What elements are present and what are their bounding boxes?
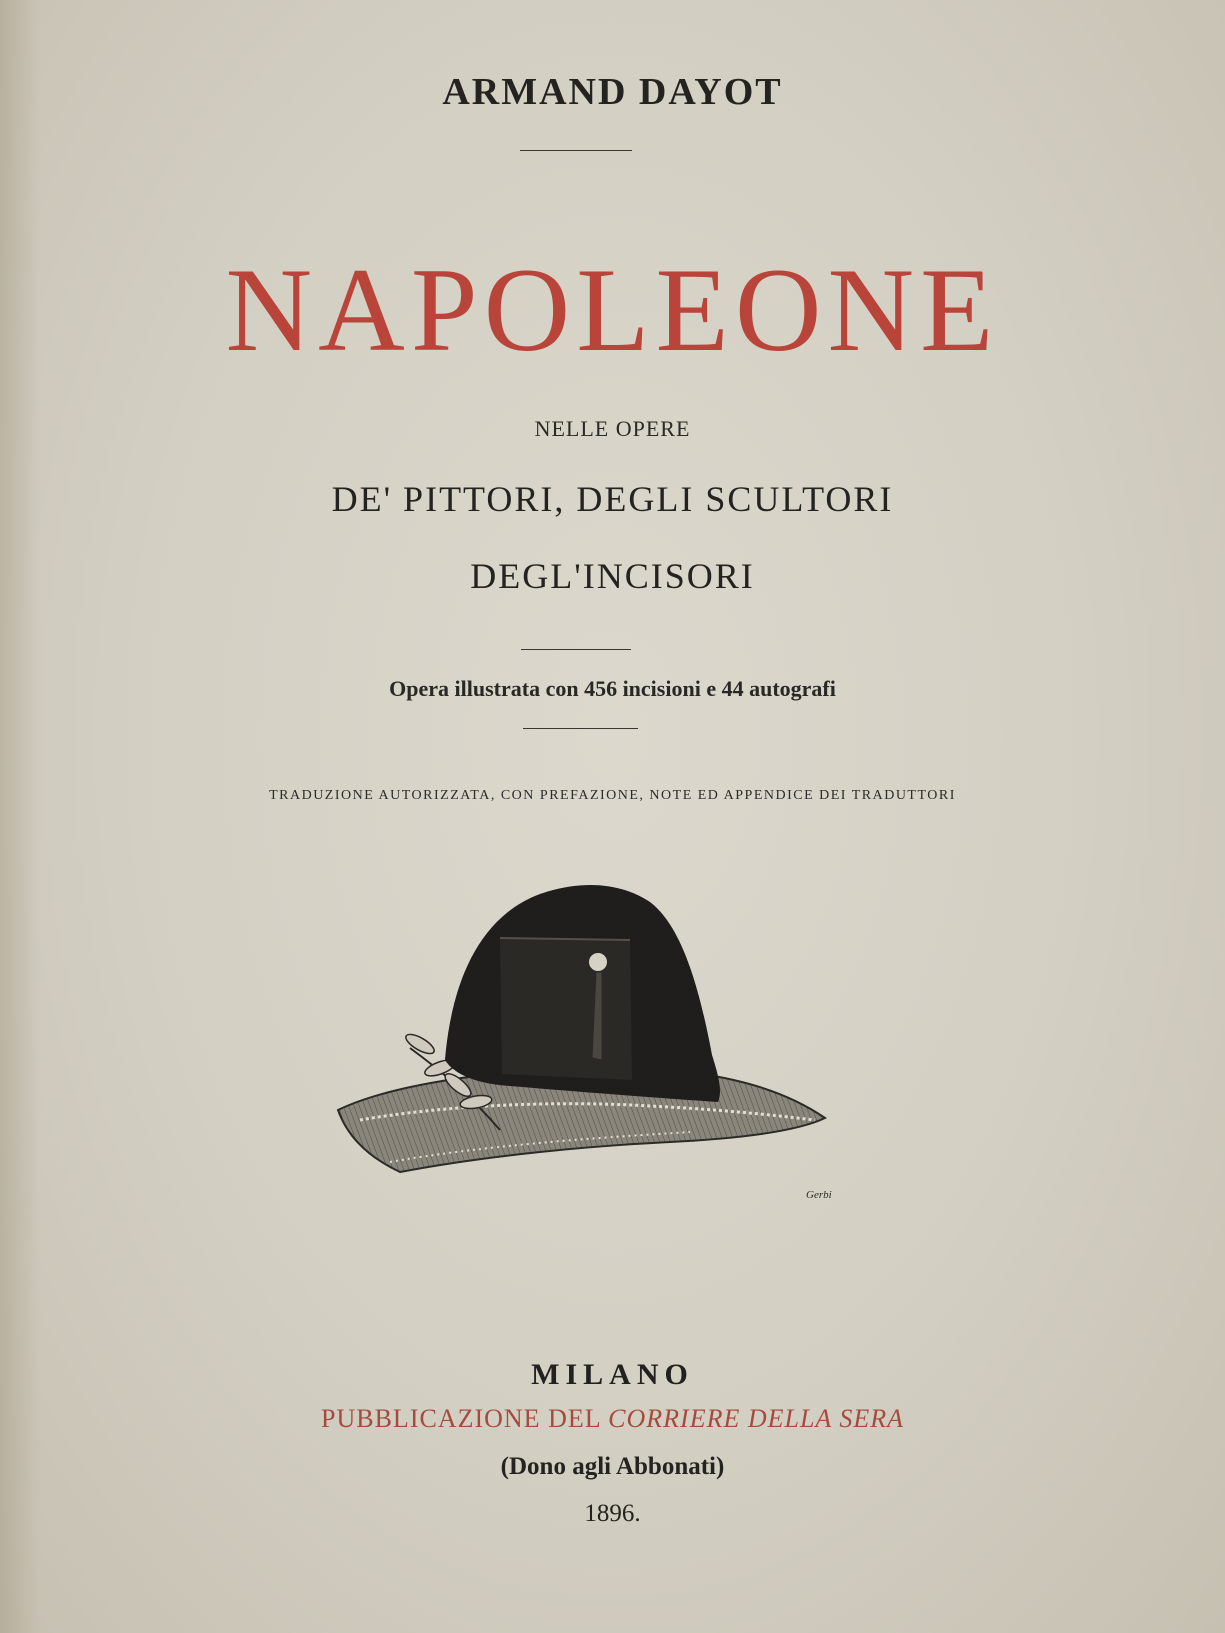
edition-note: Opera illustrata con 456 incisioni e 44 autografi bbox=[389, 676, 836, 701]
author-name: ARMAND DAYOT bbox=[442, 71, 783, 113]
imprint-city: MILANO bbox=[531, 1358, 694, 1391]
bicorne-hat-engraving bbox=[330, 880, 890, 1210]
engraver-signature: Gerbi bbox=[806, 1189, 832, 1201]
book-title: NAPOLEONE bbox=[225, 243, 1000, 376]
cockade bbox=[588, 952, 608, 972]
publisher-name: CORRIERE DELLA SERA bbox=[608, 1404, 904, 1433]
subtitle-line-1: NELLE OPERE bbox=[534, 416, 691, 441]
publication-year: 1896. bbox=[584, 1500, 641, 1527]
subtitle-line-2: DE' PITTORI, DEGLI SCULTORI bbox=[331, 479, 894, 519]
divider-rule-top bbox=[520, 150, 632, 151]
imprint-publisher bbox=[0, 1404, 1225, 1434]
divider-rule-middle-2 bbox=[523, 728, 638, 729]
publisher-prefix: PUBBLICAZIONE DEL bbox=[321, 1404, 601, 1433]
subtitle-line-3: DEGL'INCISORI bbox=[470, 556, 755, 596]
gift-note: (Dono agli Abbonati) bbox=[500, 1453, 725, 1480]
translation-note: TRADUZIONE AUTORIZZATA, CON PREFAZIONE, NOTE ED APPENDICE DEI TRADUTTORI bbox=[269, 788, 956, 803]
divider-rule-middle-1 bbox=[521, 649, 631, 650]
